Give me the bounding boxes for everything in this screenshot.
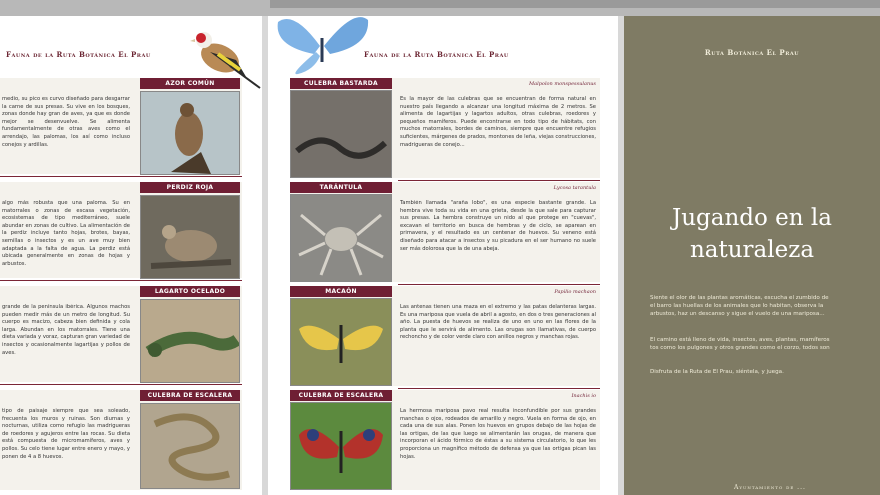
swallowtail-photo — [290, 298, 392, 386]
card-tag: TARÁNTULA — [290, 182, 392, 193]
blue-butterfly-illustration — [274, 16, 370, 76]
scientific-name: Malpolon monspessulanus — [529, 81, 596, 87]
card-text: También llamada "araña lobo", es una especie bastante grande. La hembra vive toda su vida en una grieta, desde la que sale para capturar sus presas. La hembra construye un nido al que protege en "cuevas", excavan el territorio en busca de hembras y de ciclo, se aparean en primavera, y el resultado es un centenar de huevos. Su veneno está diseñado para atacar a insectos y su picadura en el ser humano no suele ser más dolorosa que la de una abeja. — [400, 200, 596, 252]
card-text: grande de la península ibérica. Algunos machos pueden medir más de un metro de longitud. Su cuerpo es macizo, cabeza bien definida y cola larga. Abundan en los matorrales. Tiene una dieta variada y voraz, capturan gran variedad de insectos y ocasionalmente lagartijas y pollos de aves. — [2, 304, 130, 356]
card-pavo-real — [290, 390, 600, 490]
cover-paragraph-2-line-2: tos como los pulgones y otros grandes como el corzo, todos son — [650, 345, 830, 351]
middle-page — [268, 16, 618, 495]
card-tag: MACAÓN — [290, 286, 392, 297]
left-page — [0, 16, 262, 495]
bastard-snake-photo — [290, 90, 392, 178]
card-tag: CULEBRA DE ESCALERA — [290, 390, 392, 401]
cover-paragraph-3: Disfruta de la Ruta de El Prau, siéntela, y juega. — [650, 369, 784, 375]
cover-top-label: Ruta Botánica El Prau — [704, 48, 800, 57]
divider — [0, 384, 242, 385]
cover-paragraph-1-line-2: el barro las huellas de los animales que lo habitan, observa la — [650, 303, 824, 309]
card-culebra-bastarda — [290, 78, 600, 178]
divider — [398, 388, 600, 389]
divider — [0, 280, 242, 281]
card-tag: LAGARTO OCELADO — [140, 286, 240, 297]
scientific-name: Lycosa tarantula — [553, 185, 596, 191]
card-text: tipo de paisaje siempre que sea soleado, frecuenta los muros y ruinas. Son diurnas y nocturnas, utiliza como refugio las madrigueras de roedores y agujeros entre las rocas. Su dieta está compuesta de micromamíferos, aves y pollos. Su celo tiene lugar entre enero y mayo, y ponen de 4 a 8 huevos. — [2, 408, 130, 460]
card-tag: AZOR COMÚN — [140, 78, 240, 89]
cover-paragraph-1-line-3: arbustos, haz un descanso y sigue el vuelo de una mariposa... — [650, 311, 825, 317]
card-text: algo más robusta que una paloma. Su en matorrales o zonas de escasa vegetación, ecosistemas de tipo mediterráneo, suele abundar en zonas de cultivo. La alimentación de la perdiz incluye tanto hojas, brotes, bayas, semillas o insectos y es un ave muy bien adaptada a la falta de agua. La perdiz está ubicada generalmente en zonas de hojas y arbustos. — [2, 200, 130, 267]
divider — [0, 176, 242, 177]
card-lagarto — [0, 286, 242, 382]
cover-paragraph-2-line-1: El camino está lleno de vida, insectos, aves, plantas, mamíferos — [650, 337, 830, 343]
card-text: La hermosa mariposa pavo real resulta inconfundible por sus grandes manchas o ojos, rodeados de amarillo y negro. Vuela en forma de ojo, en cada una de sus alas. Ponen los huevos en grupos debajo de las hojas de las ortigas, de las que luego se alimentarán las orugas, de manera que incorporan el ácido fórmico de éstas a su sistema circulatorio, lo que les proporciona un magnífico método de defensa ya que las ortigas pican las hojas. — [400, 408, 596, 460]
left-page-header: Fauna de la Ruta Botánica El Prau — [6, 50, 151, 59]
cover-title-line-2: naturaleza — [689, 237, 815, 263]
viewer-top-bar — [0, 0, 880, 16]
divider — [398, 284, 600, 285]
middle-page-header: Fauna de la Ruta Botánica El Prau — [364, 50, 509, 59]
cover-page — [624, 16, 880, 495]
divider — [398, 180, 600, 181]
cover-paragraph-1-line-1: Siente el olor de las plantas aromáticas, escucha el zumbido de — [650, 295, 829, 301]
scientific-name: Papilio machaon — [554, 289, 596, 295]
snake-photo — [140, 403, 240, 489]
card-culebra-left — [0, 390, 242, 490]
card-tag: PERDIZ ROJA — [140, 182, 240, 193]
cover-title-line-1: Jugando en la — [672, 205, 832, 231]
hawk-photo — [140, 91, 240, 175]
card-tag: CULEBRA BASTARDA — [290, 78, 392, 89]
lizard-photo — [140, 299, 240, 383]
card-tarantula — [290, 182, 600, 282]
tarantula-photo — [290, 194, 392, 282]
card-text: Es la mayor de las culebras que se encuentran de forma natural en nuestro país llegando a alcanzar una longitud máxima de 2 metros. Se alimenta de lagartijas y lagartos adultos, otras culebras, roedores y pequeños mamíferos. Puede encontrarse en todo tipo de hábitats, con muchos matorrales, bordes de caminos, siempre que encuentre refugios suficientes, márgenes de prados, montones de leña, viejas construcciones, madrigueras de conejo... — [400, 96, 596, 148]
card-tag: CULEBRA DE ESCALERA — [140, 390, 240, 401]
card-azor — [0, 78, 242, 174]
viewer-tab-strip — [270, 0, 880, 8]
card-text: medio, su pico es curvo diseñado para desgarrar la carne de sus presas. Su vive en los bosques, zonas donde hay gran de aves, ya que es donde mejor se desenvuelve. Se alimenta fundamentalmente de otras aves como el arrendajo, las palomas, los así como incluso conejos y ardillas. — [2, 96, 130, 148]
card-text: Las antenas tienen una maza en el extremo y las patas delanteras largas. Es una mariposa que vuela de abril a agosto, en dos o tres generaciones al año. La puesta de huevos se realiza de uno en uno en las flores de la planta que le servirá de alimento. Las orugas son llamativas, de cuerpo rechoncho y de color verde claro con anillos negros y manchas rojas. — [400, 304, 596, 341]
peacock-butterfly-photo — [290, 402, 392, 490]
card-perdiz — [0, 182, 242, 278]
card-macaon — [290, 286, 600, 386]
scientific-name: Inachis io — [571, 393, 596, 399]
partridge-photo — [140, 195, 240, 279]
cover-footer: Ayuntamiento de ... — [734, 484, 806, 491]
